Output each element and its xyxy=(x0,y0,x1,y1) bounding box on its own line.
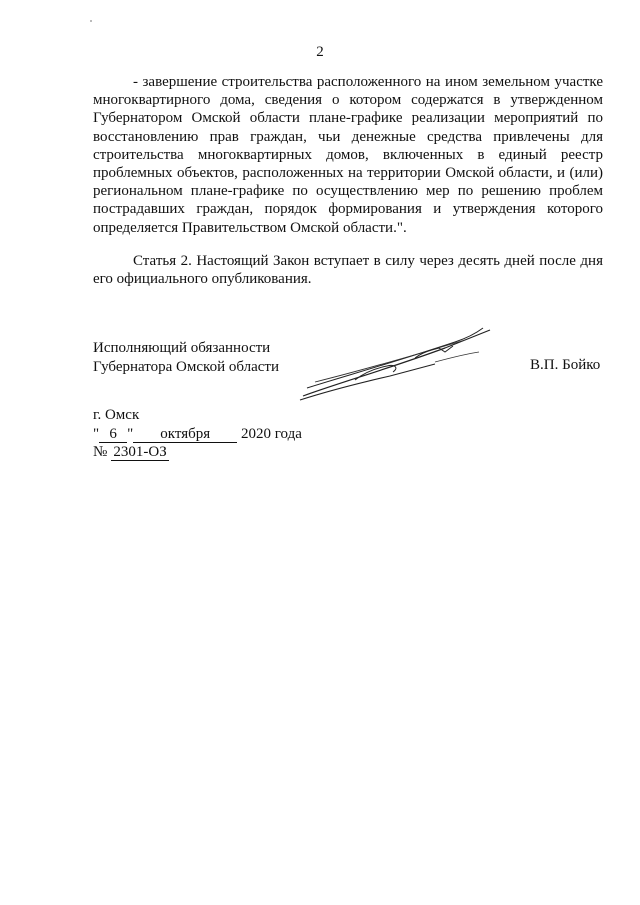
place-and-date xyxy=(93,406,302,462)
date-month: октября xyxy=(133,426,237,443)
law-number: 2301-ОЗ xyxy=(111,444,169,461)
paragraph-article-2: Статья 2. Настоящий Закон вступает в силу через десять дней после дня его официального опубликования. xyxy=(93,253,603,288)
signatory-title-line-2: Губернатора Омской области xyxy=(93,358,279,375)
paragraph-amendment: - завершение строительства расположенного на ином земельном участке многоквартирного дома, сведения о котором содержатся в утвержденном Губернатором Омской области плане-графике реализации мероприятий по восстановлению прав граждан, чьи денежные средства привлечены для строительства многоквартирных домов, включенных в единый реестр проблемных объектов, расположенных на территории Омской области, и (или) региональном плане-графике по осуществлению мер по решению проблем пострадавших граждан, порядок формирования и утверждения которого определяется Правительством Омской области.". xyxy=(93,74,603,236)
handwritten-signature xyxy=(295,318,495,408)
signatory-title xyxy=(93,339,279,376)
signatory-title-line-1: Исполняющий обязанности xyxy=(93,340,271,356)
date-line xyxy=(93,425,302,444)
law-number-line xyxy=(93,443,302,462)
scan-artifact xyxy=(90,20,92,22)
quote-close: " xyxy=(127,425,134,442)
date-day: 6 xyxy=(99,426,127,443)
date-year: 2020 года xyxy=(241,425,302,442)
number-sign: № xyxy=(93,444,108,460)
quote-open: " xyxy=(93,425,100,442)
signatory-name: В.П. Бойко xyxy=(530,357,601,373)
city: г. Омск xyxy=(93,407,140,423)
page-number: 2 xyxy=(316,44,324,60)
